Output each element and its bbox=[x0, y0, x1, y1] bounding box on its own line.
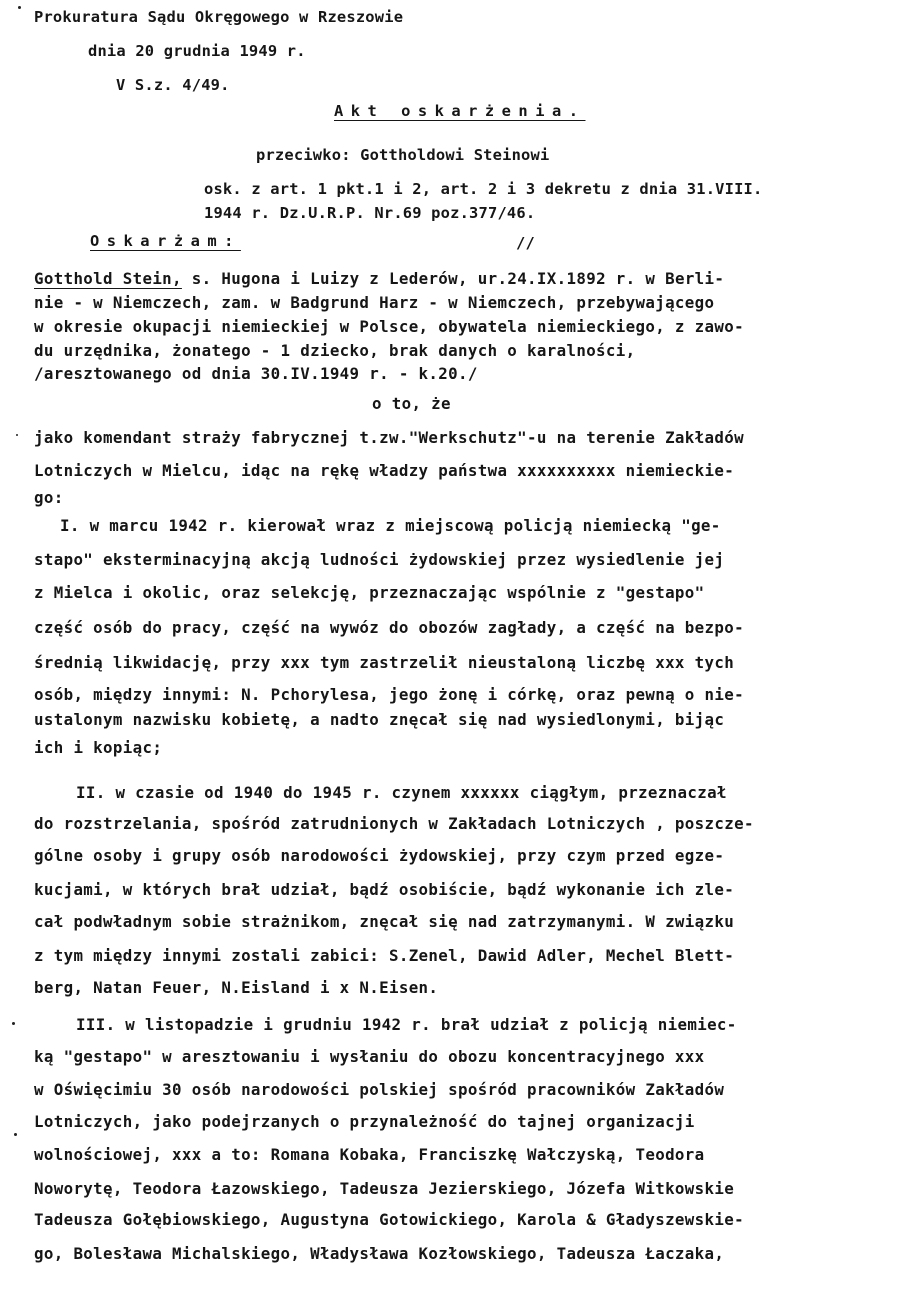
point-1-line-5: średnią likwidację, przy xxx tym zastrzelił nieustaloną liczbę xxx tych bbox=[34, 653, 735, 672]
point-2-line-1: II. w czasie od 1940 do 1945 r. czynem xxxxxx ciągłym, przeznaczał bbox=[76, 783, 727, 802]
accused-name: Gotthold Stein, bbox=[34, 269, 182, 288]
point-3-line-1: III. w listopadzie i grudniu 1942 r. brał udział z policją niemiec- bbox=[76, 1015, 737, 1034]
accused-line-4: du urzędnika, żonatego - 1 dziecko, brak danych o karalności, bbox=[34, 341, 636, 360]
charge-basis-line-1: osk. z art. 1 pkt.1 i 2, art. 2 i 3 dekretu z dnia 31.VIII. bbox=[204, 180, 763, 198]
case-number: V S.z. 4/49. bbox=[116, 76, 230, 94]
accused-line-5: /aresztowanego od dnia 30.IV.1949 r. - k.20./ bbox=[34, 364, 478, 383]
point-3-line-8: go, Bolesława Michalskiego, Władysława Kozłowskiego, Tadeusza Łaczaka, bbox=[34, 1244, 725, 1263]
point-1-line-8: ich i kopiąc; bbox=[34, 738, 163, 757]
point-3-line-3: w Oświęcimiu 30 osób narodowości polskiej spośród pracowników Zakładów bbox=[34, 1080, 725, 1099]
accuse-mark: // bbox=[516, 234, 535, 252]
scan-speck bbox=[18, 6, 21, 9]
point-1-line-2: stapo" eksterminacyjną akcją ludności żydowskiej przez wysiedlenie jej bbox=[34, 550, 725, 569]
accused-line-1 bbox=[34, 271, 724, 287]
accused-line-3: w okresie okupacji niemieckiej w Polsce, obywatela niemieckiego, z zawo- bbox=[34, 317, 744, 336]
scan-speck bbox=[14, 1133, 17, 1136]
point-2-line-5: cał podwładnym sobie strażnikom, znęcał się nad zatrzymanymi. W związku bbox=[34, 912, 735, 931]
point-1-line-1: I. w marcu 1942 r. kierował wraz z miejscową policją niemiecką "ge- bbox=[60, 516, 721, 535]
accused-detail-1: s. Hugona i Luizy z Lederów, ur.24.IX.1892 r. w Berli- bbox=[191, 269, 725, 288]
document-title: Akt oskarżenia. bbox=[334, 102, 586, 120]
point-2-line-7: berg, Natan Feuer, N.Eisland i x N.Eisen. bbox=[34, 978, 439, 997]
point-3-line-6: Noworytę, Teodora Łazowskiego, Tadeusza Jezierskiego, Józefa Witkowskie bbox=[34, 1179, 735, 1198]
point-3-line-4: Lotniczych, jako podejrzanych o przynależność do tajnej organizacji bbox=[34, 1112, 695, 1131]
that-heading: o to, że bbox=[372, 394, 451, 413]
point-2-line-2: do rozstrzelania, spośród zatrudnionych w Zakładach Lotniczych , poszcze- bbox=[34, 814, 754, 833]
scan-speck bbox=[16, 434, 18, 436]
point-2-line-3: gólne osoby i grupy osób narodowości żydowskiej, przy czym przed egze- bbox=[34, 846, 725, 865]
accused-line-2: nie - w Niemczech, zam. w Badgrund Harz - w Niemczech, przebywającego bbox=[34, 293, 715, 312]
intro-line-3: go: bbox=[34, 488, 64, 507]
charge-basis-line-2: 1944 r. Dz.U.R.P. Nr.69 poz.377/46. bbox=[204, 204, 536, 222]
prosecutor-office: Prokuratura Sądu Okręgowego w Rzeszowie bbox=[34, 8, 404, 26]
point-1-line-3: z Mielca i okolic, oraz selekcję, przeznaczając wspólnie z "gestapo" bbox=[34, 583, 705, 602]
document-date: dnia 20 grudnia 1949 r. bbox=[88, 42, 306, 60]
point-1-line-6: osób, między innymi: N. Pchorylesa, jego żonę i córkę, oraz pewną o nie- bbox=[34, 685, 744, 704]
point-3-line-5: wolnościowej, xxx a to: Romana Kobaka, Franciszkę Wałczyską, Teodora bbox=[34, 1145, 705, 1164]
intro-line-1: jako komendant straży fabrycznej t.zw."Werkschutz"-u na terenie Zakładów bbox=[34, 428, 744, 447]
against-line: przeciwko: Gottholdowi Steinowi bbox=[256, 146, 550, 164]
point-3-line-2: ką "gestapo" w aresztowaniu i wysłaniu do obozu koncentracyjnego xxx bbox=[34, 1047, 705, 1066]
scan-speck bbox=[12, 1022, 15, 1025]
point-1-line-7: ustalonym nazwisku kobietę, a nadto znęcał się nad wysiedlonymi, bijąc bbox=[34, 710, 725, 729]
point-3-line-7: Tadeusza Gołębiowskiego, Augustyna Gotowickiego, Karola & Gładyszewskie- bbox=[34, 1210, 744, 1229]
intro-line-2: Lotniczych w Mielcu, idąc na rękę władzy państwa xxxxxxxxxx niemieckie- bbox=[34, 461, 735, 480]
point-2-line-6: z tym między innymi zostali zabici: S.Zenel, Dawid Adler, Mechel Blett- bbox=[34, 946, 735, 965]
accuse-heading: Oskarżam: bbox=[90, 232, 241, 250]
point-1-line-4: część osób do pracy, część na wywóz do obozów zagłady, a część na bezpo- bbox=[34, 618, 744, 637]
point-2-line-4: kucjami, w których brał udział, bądź osobiście, bądź wykonanie ich zle- bbox=[34, 880, 735, 899]
